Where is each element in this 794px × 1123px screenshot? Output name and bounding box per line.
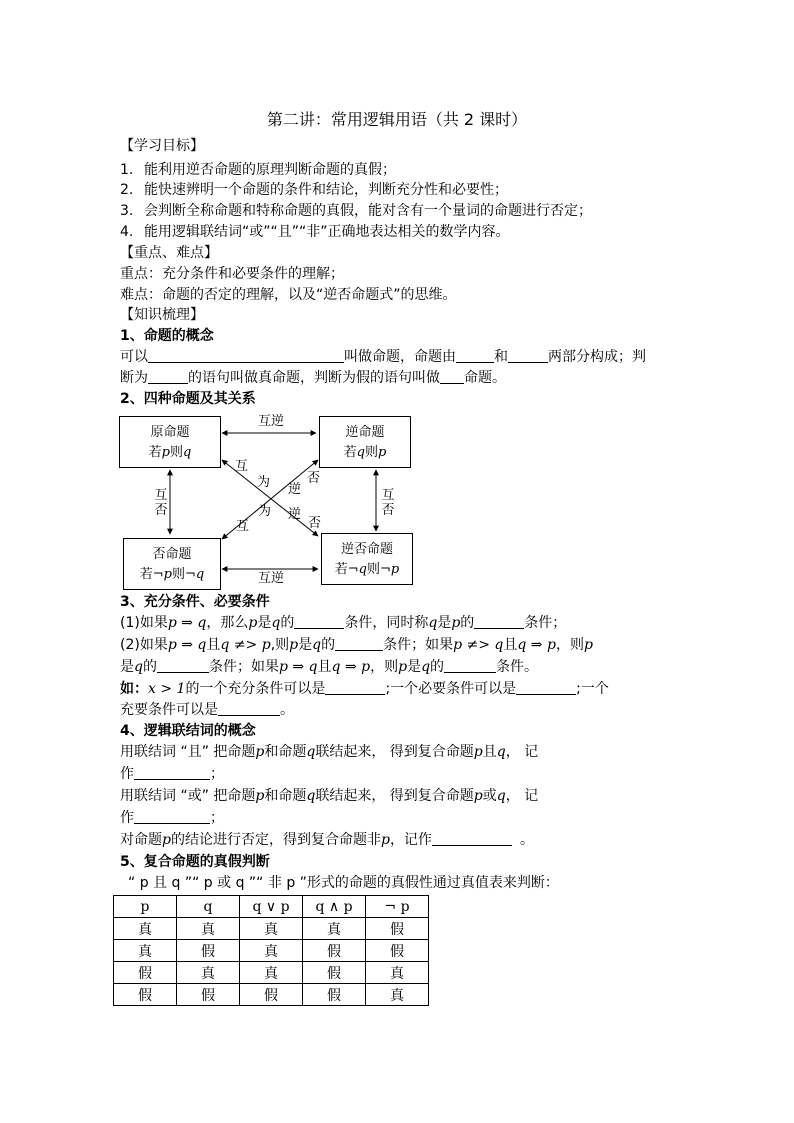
- label-diag: 互: [236, 519, 250, 534]
- table-cell: 真: [366, 962, 429, 984]
- truth-table-header-cell: q: [177, 896, 240, 918]
- keypoints-heading: 【重点、难点】: [120, 245, 218, 261]
- table-cell: 假: [303, 940, 366, 962]
- truth-table-header-cell: ¬ p: [366, 896, 429, 918]
- label-right: 互 否: [381, 488, 395, 518]
- blank: [444, 657, 496, 673]
- blank: [516, 679, 576, 695]
- box-contrapositive-proposition: 逆否命题 若¬q则¬p: [321, 533, 413, 585]
- table-cell: 真: [240, 940, 303, 962]
- blank: [294, 613, 344, 629]
- table-row: [114, 984, 429, 1006]
- truth-table-header-cell: q ∧ p: [303, 896, 366, 918]
- s3-line-4: 如：x > 1的一个充分条件可以是 ;一个必要条件可以是 ;一个: [120, 681, 609, 697]
- blank: [157, 657, 209, 673]
- truth-table-header-cell: p: [114, 896, 177, 918]
- s5-intro: “ p 且 q ”“ p 或 q ”“ 非 p ”形式的命题的真假性通过真值表来判断：: [128, 875, 559, 891]
- label-top: 互逆: [258, 414, 285, 429]
- blank: [134, 764, 210, 780]
- table-cell: 假: [177, 940, 240, 962]
- label-diag: 为: [257, 475, 271, 490]
- s3-line-3: 是q的 条件；如果p ⇒ q且q ⇒ p，则p是q的 条件。: [120, 659, 539, 675]
- s3-line-2: (2)如果p ⇒ q且q ≠> p,则p是q的 条件；如果p ≠> q且q ⇒ p，则p: [120, 637, 593, 653]
- truth-table-header: [114, 896, 429, 918]
- section-2-title: 2、四种命题及其关系: [120, 391, 256, 407]
- label-diag: 互: [235, 459, 249, 474]
- table-cell: 假: [303, 984, 366, 1006]
- s1-line-1: 可以 叫做命题，命题由 和 两部分构成；判: [120, 349, 646, 365]
- table-cell: 真: [240, 918, 303, 940]
- table-cell: 真: [114, 940, 177, 962]
- table-cell: 真: [303, 918, 366, 940]
- label-left: 互 否: [154, 488, 168, 518]
- label-diag: 逆: [288, 482, 302, 497]
- box-inverse-proposition: 否命题 若¬p则¬q: [123, 538, 221, 590]
- page-title: 第二讲：常用逻辑用语（共 2 课时）: [266, 110, 528, 129]
- table-cell: 真: [240, 962, 303, 984]
- box-converse-proposition: 逆命题 若q则p: [319, 416, 411, 468]
- goal-item-2: 2. 能快速辨明一个命题的条件和结论，判断充分性和必要性；: [120, 182, 508, 198]
- table-cell: 真: [114, 918, 177, 940]
- goal-item-4: 4. 能用逻辑联结词“或”“且”“非”正确地表达相关的数学内容。: [120, 224, 510, 240]
- label-diag: 为: [258, 504, 272, 519]
- label-bottom: 互逆: [258, 571, 285, 586]
- blank: [432, 830, 512, 846]
- s4-line-1: 用联结词 “且” 把命题p和命题q联结起来， 得到复合命题p且q， 记: [120, 744, 539, 760]
- section-5-title: 5、复合命题的真假判断: [120, 854, 270, 870]
- truth-table: [113, 895, 429, 1006]
- label-diag: 逆: [288, 507, 302, 522]
- s4-line-2: 作 ；: [120, 766, 224, 782]
- blank: [218, 700, 280, 716]
- blank: [335, 635, 383, 651]
- blank: [325, 679, 385, 695]
- blank: [474, 613, 524, 629]
- table-cell: 假: [240, 984, 303, 1006]
- table-cell: 真: [366, 984, 429, 1006]
- s4-line-4: 作 ；: [120, 810, 224, 826]
- truth-table-header-cell: q ∨ p: [240, 896, 303, 918]
- blank: [134, 808, 210, 824]
- s3-line-5: 充要条件可以是 。: [120, 702, 294, 718]
- section-3-title: 3、充分条件、必要条件: [120, 594, 270, 610]
- focus-line: 重点：充分条件和必要条件的理解；: [120, 266, 344, 282]
- table-cell: 真: [177, 962, 240, 984]
- s4-line-3: 用联结词 “或” 把命题p和命题q联结起来， 得到复合命题p或q， 记: [120, 788, 539, 804]
- label-diag: 否: [307, 471, 321, 486]
- table-cell: 假: [366, 918, 429, 940]
- s1-line-2: 断为 的语句叫做真命题，判断为假的语句叫做 命题。: [120, 370, 506, 386]
- box-original-proposition: 原命题 若p则q: [119, 416, 221, 468]
- table-cell: 假: [114, 962, 177, 984]
- table-cell: 假: [177, 984, 240, 1006]
- section-1-title: 1、命题的概念: [120, 328, 214, 344]
- table-row: [114, 962, 429, 984]
- table-cell: 假: [366, 940, 429, 962]
- table-cell: 假: [303, 962, 366, 984]
- review-heading: 【知识梳理】: [120, 307, 204, 323]
- goal-item-1: 1. 能利用逆否命题的原理判断命题的真假；: [120, 162, 396, 178]
- section-4-title: 4、逻辑联结词的概念: [120, 723, 256, 739]
- table-cell: 假: [114, 984, 177, 1006]
- table-row: [114, 940, 429, 962]
- table-cell: 真: [177, 918, 240, 940]
- s4-line-5: 对命题p的结论进行否定，得到复合命题非p，记作 。: [120, 832, 534, 848]
- goals-heading: 【学习目标】: [120, 138, 204, 154]
- difficulty-line: 难点：命题的否定的理解，以及“逆否命题式”的思维。: [120, 287, 457, 303]
- goal-item-3: 3. 会判断全称命题和特称命题的真假，能对含有一个量词的命题进行否定；: [120, 203, 592, 219]
- table-row: [114, 918, 429, 940]
- label-diag: 否: [308, 516, 322, 531]
- s3-line-1: (1)如果p ⇒ q，那么p是q的 条件，同时称q是p的 条件；: [120, 615, 567, 631]
